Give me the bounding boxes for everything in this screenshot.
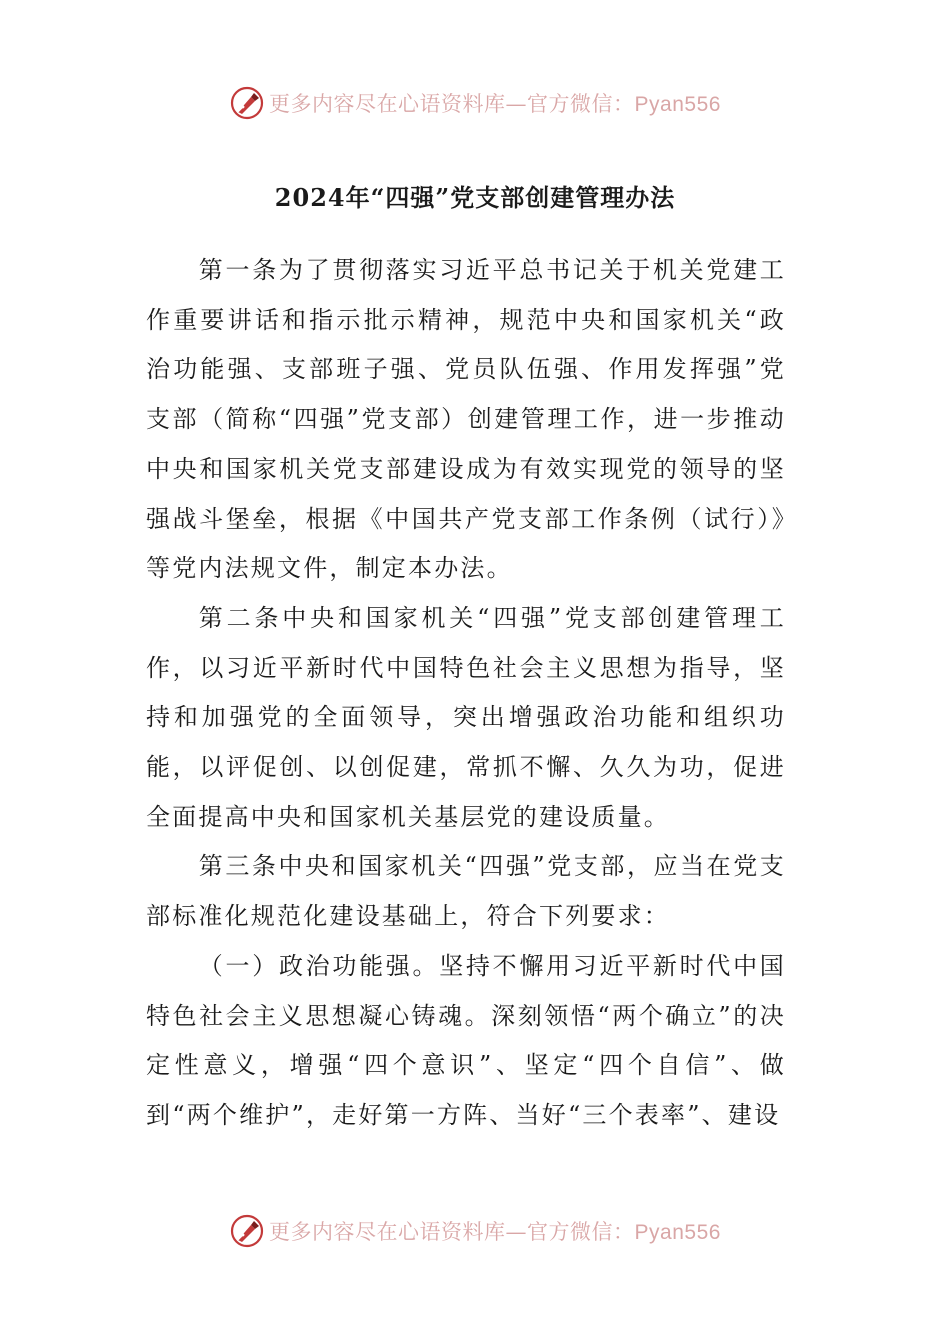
watermark-text: 更多内容尽在心语资料库—官方微信：Pyan556: [269, 92, 721, 116]
watermark-banner-bottom: [0, 1206, 950, 1256]
document-title: 2024年“四强”党支部创建管理办法: [274, 183, 676, 212]
paragraph-article-3: 第三条中央和国家机关“四强”党支部，应当在党支部标准化规范化建设基础上，符合下列要求：: [146, 852, 786, 931]
watermark-text: 更多内容尽在心语资料库—官方微信：Pyan556: [269, 1220, 721, 1244]
pen-nib-logo-icon: [229, 1213, 265, 1249]
pen-nib-logo-icon: [229, 85, 265, 121]
paragraph-article-1: 第一条为了贯彻落实习近平总书记关于机关党建工作重要讲话和指示批示精神，规范中央和国家机关“政治功能强、支部班子强、党员队伍强、作用发挥强”党支部（简称“四强”党支部）创建管理工作，进一步推动中央和国家机关党支部建设成为有效实现党的领导的坚强战斗堡垒，根据《中国共产党支部工作条例（试行）》等党内法规文件，制定本办法。: [146, 256, 786, 583]
wechat-id: Pyan556: [634, 1221, 721, 1244]
watermark-banner-top: [0, 78, 950, 128]
wechat-id: Pyan556: [634, 93, 721, 116]
paragraph-item-1: （一）政治功能强。坚持不懈用习近平新时代中国特色社会主义思想凝心铸魂。深刻领悟“两个确立”的决定性意义，增强“四个意识”、坚定“四个自信”、做到“两个维护”，走好第一方阵、当好“三个表率”、建设: [146, 951, 786, 1129]
document-body: [146, 246, 786, 1141]
paragraph-article-2: 第二条中央和国家机关“四强”党支部创建管理工作，以习近平新时代中国特色社会主义思想为指导，坚持和加强党的全面领导，突出增强政治功能和组织功能，以评促创、以创促建，常抓不懈、久久为功，促进全面提高中央和国家机关基层党的建设质量。: [146, 603, 786, 831]
